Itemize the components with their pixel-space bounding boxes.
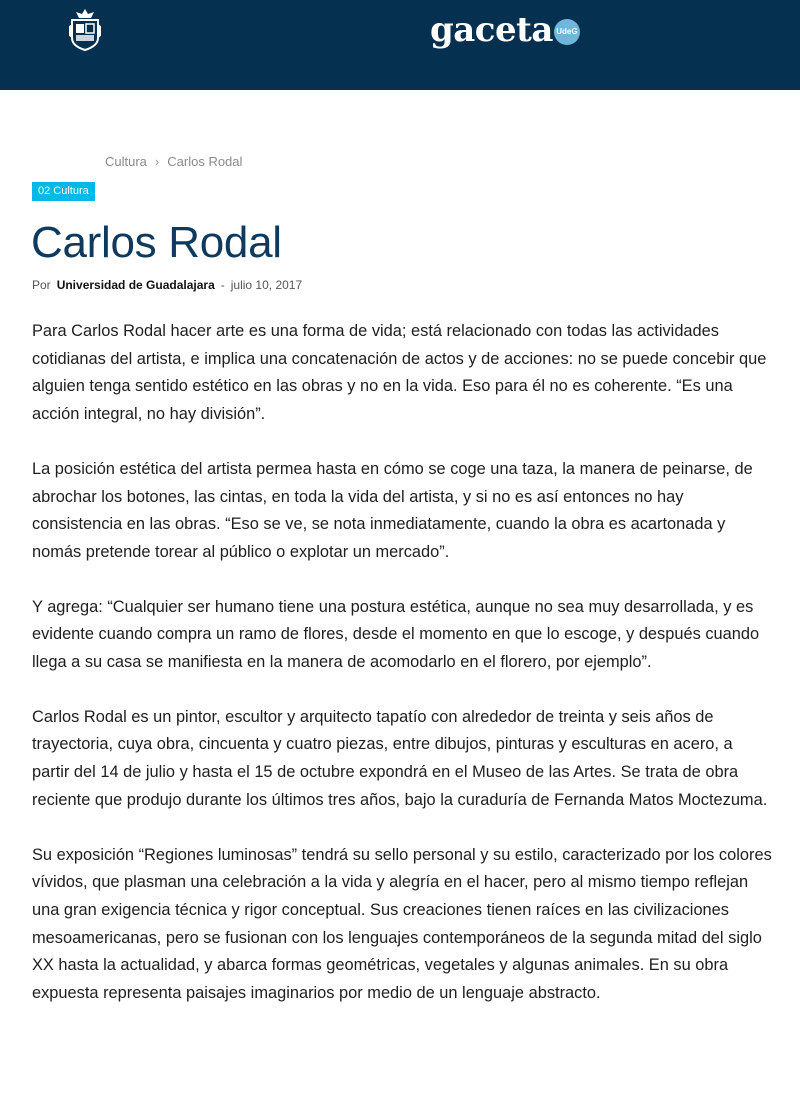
- university-crest-icon[interactable]: [68, 8, 102, 52]
- gaceta-logo[interactable]: [430, 10, 580, 50]
- logo-badge: UdeG: [554, 19, 580, 45]
- article-byline: [32, 277, 302, 294]
- article-paragraph: Y agrega: “Cualquier ser humano tiene una postura estética, aunque no sea muy desarrollada, y es evidente cuando compra un ramo de flores, desde el momento en que lo escoge, y después cuando llega a su casa se manifiesta en la manera de acomodarlo en el florero, por ejemplo”.: [32, 597, 760, 672]
- byline-prefix: Por: [32, 278, 51, 292]
- category-badge[interactable]: 02 Cultura: [32, 182, 95, 201]
- logo-wordmark: gaceta: [430, 10, 553, 50]
- breadcrumb: [105, 153, 242, 171]
- breadcrumb-separator: ›: [154, 154, 160, 169]
- byline-date: julio 10, 2017: [230, 278, 303, 292]
- article-title: Carlos Rodal: [31, 218, 282, 267]
- site-header: [0, 0, 800, 90]
- article-body: [32, 318, 772, 1035]
- article-paragraph: Para Carlos Rodal hacer arte es una forma de vida; está relacionado con todas las actividades cotidianas del artista, e implica una concatenación de actos y de acciones: no se puede concebir que alguien tenga sentido estético en las obras y no en la vida. Eso para él no es coherente. “Es una acción integral, no hay división”.: [32, 322, 767, 424]
- breadcrumb-item-cultura[interactable]: Cultura: [105, 154, 147, 169]
- article-paragraph: Carlos Rodal es un pintor, escultor y arquitecto tapatío con alrededor de treinta y seis años de trayectoria, cuya obra, cincuenta y cuatro piezas, entre dibujos, pinturas y esculturas en acero, a partir del 14 de julio y hasta el 15 de octubre expondrá en el Museo de las Artes. Se trata de obra reciente que produjo durante los últimos tres años, bajo la curaduría de Fernanda Matos Moctezuma.: [32, 707, 768, 809]
- byline-author[interactable]: Universidad de Guadalajara: [56, 278, 215, 292]
- article-paragraph: Su exposición “Regiones luminosas” tendrá su sello personal y su estilo, caracterizado por los colores vívidos, que plasman una celebración a la vida y alegría en el hacer, pero al mismo tiempo reflejan una gran exigencia técnica y rigor conceptual. Sus creaciones tienen raíces en las civilizaciones mesoamericanas, pero se fusionan con los lenguajes contemporáneos de la segunda mitad del siglo XX hasta la actualidad, y abarca formas geométricas, vegetales y algunas animales. En su obra expuesta representa paisajes imaginarios por medio de un lenguaje abstracto.: [32, 845, 772, 1003]
- breadcrumb-item-current: Carlos Rodal: [167, 154, 243, 169]
- byline-separator: -: [220, 278, 225, 292]
- article-paragraph: La posición estética del artista permea hasta en cómo se coge una taza, la manera de peinarse, de abrochar los botones, las cintas, en toda la vida del artista, y si no es así entonces no hay consistencia en las obras. “Eso se ve, se nota inmediatamente, cuando la obra es acartonada y nomás pretende torear al público o explotar un mercado”.: [32, 459, 753, 561]
